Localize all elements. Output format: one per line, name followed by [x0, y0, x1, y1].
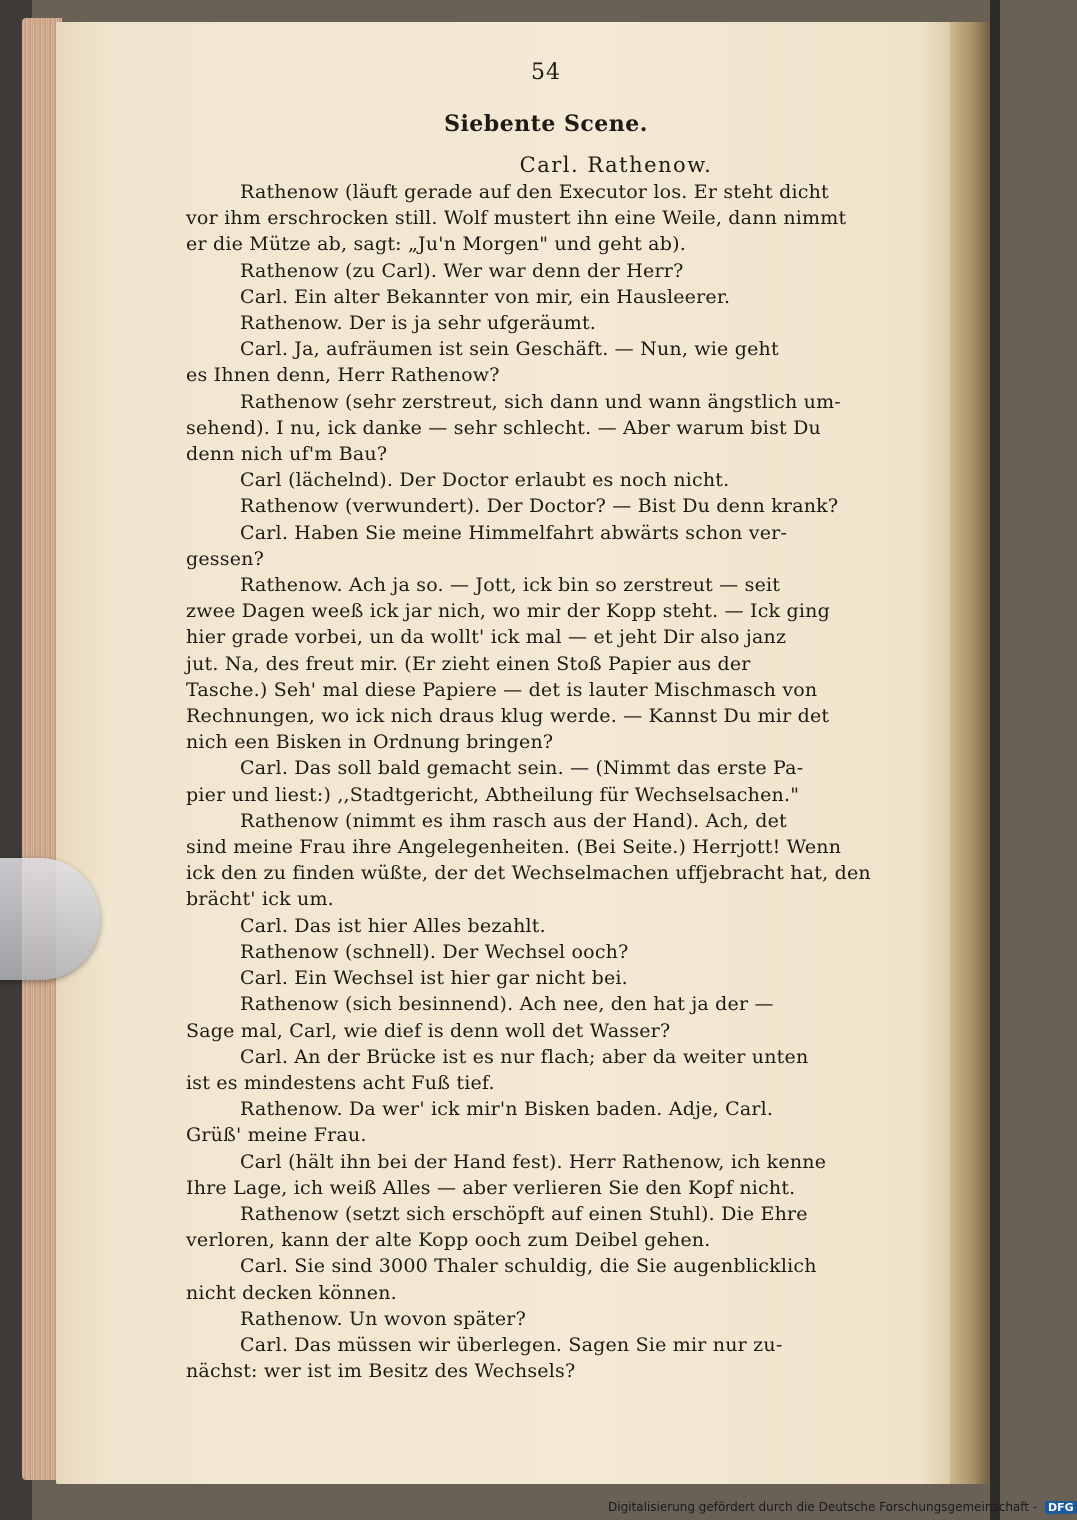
text-line: Rathenow (sehr zerstreut, sich dann und wann ängstlich um-	[240, 390, 841, 413]
credit-text: Digitalisierung gefördert durch die Deutsche Forschungsgemeinschaft -	[608, 1500, 1038, 1514]
text-line: nich een Bisken in Ordnung bringen?	[186, 731, 554, 754]
text-line: brächt' ick um.	[186, 888, 334, 911]
text-line: Carl. Das müssen wir überlegen. Sagen Sie mir nur zu-	[240, 1333, 783, 1356]
text-line: vor ihm erschrocken still. Wolf mustert ihn eine Weile, dann nimmt	[186, 207, 847, 230]
text-line: pier und liest:) ,,Stadtgericht, Abtheilung für Wechselsachen."	[186, 783, 800, 806]
text-line: nächst: wer ist im Besitz des Wechsels?	[186, 1360, 576, 1383]
text-line: ick den zu finden wüßte, der det Wechselmachen uffjebracht hat, den	[186, 862, 871, 885]
text-line: hier grade vorbei, un da wollt' ick mal — et jeht Dir also janz	[186, 626, 787, 649]
text-line: Ihre Lage, ich weiß Alles — aber verlieren Sie den Kopf nicht.	[186, 1176, 796, 1199]
text-line: Rathenow (nimmt es ihm rasch aus der Hand). Ach, det	[240, 809, 787, 832]
text-line: verloren, kann der alte Kopp ooch zum Deibel gehen.	[186, 1229, 711, 1252]
text-line: Rathenow. Un wovon später?	[240, 1307, 526, 1330]
text-line: Grüß' meine Frau.	[186, 1124, 367, 1147]
text-line: Carl (hält ihn bei der Hand fest). Herr Rathenow, ich kenne	[240, 1150, 827, 1173]
scan-border-right	[990, 0, 1000, 1520]
text-line: Sage mal, Carl, wie dief is denn woll det Wasser?	[186, 1019, 671, 1042]
text-line: Carl. Haben Sie meine Himmelfahrt abwärts schon ver-	[240, 521, 788, 544]
text-line: Carl. Ein Wechsel ist hier gar nicht bei.	[240, 967, 628, 990]
digitization-credit	[608, 1500, 1077, 1514]
text-line: Rathenow (setzt sich erschöpft auf einen Stuhl). Die Ehre	[240, 1202, 808, 1225]
text-line: Rechnungen, wo ick nich draus klug werde. — Kannst Du mir det	[186, 705, 830, 728]
text-line: Rathenow (schnell). Der Wechsel ooch?	[240, 940, 629, 963]
text-line: ist es mindestens acht Fuß tief.	[186, 1071, 495, 1094]
text-line: Rathenow (läuft gerade auf den Executor los. Er steht dicht	[240, 181, 829, 203]
text-line: denn nich uf'm Bau?	[186, 443, 388, 466]
book-gutter	[950, 22, 990, 1484]
scene-title: Siebente Scene.	[444, 111, 648, 137]
dfg-logo: DFG	[1045, 1501, 1077, 1514]
page-number: 54	[531, 60, 561, 85]
text-line: zwee Dagen weeß ick jar nich, wo mir der Kopp steht. — Ick ging	[186, 600, 830, 623]
text-line: Carl. An der Brücke ist es nur flach; aber da weiter unten	[240, 1045, 809, 1068]
text-line: sind meine Frau ihre Angelegenheiten. (Bei Seite.) Herrjott! Wenn	[186, 836, 842, 859]
text-line: Rathenow. Ach ja so. — Jott, ick bin so zerstreut — seit	[240, 574, 781, 597]
scene-cast: Carl. Rathenow.	[519, 153, 713, 177]
text-line: Rathenow. Der is ja sehr ufgeräumt.	[240, 312, 597, 335]
page-text	[186, 60, 876, 1384]
text-line: jut. Na, des freut mir. (Er zieht einen Stoß Papier aus der	[186, 652, 751, 675]
text-line: er die Mütze ab, sagt: „Ju'n Morgen" und geht ab).	[186, 233, 686, 256]
text-line: gessen?	[186, 547, 264, 570]
text-line: sehend). I nu, ick danke — sehr schlecht. — Aber warum bist Du	[186, 416, 821, 439]
text-line: Rathenow (zu Carl). Wer war denn der Herr?	[240, 259, 684, 282]
text-line: Rathenow. Da wer' ick mir'n Bisken baden. Adje, Carl.	[240, 1098, 774, 1121]
text-line: Carl. Ein alter Bekannter von mir, ein Hausleerer.	[240, 285, 731, 308]
text-line: Carl (lächelnd). Der Doctor erlaubt es noch nicht.	[240, 469, 730, 492]
text-line: Carl. Sie sind 3000 Thaler schuldig, die Sie augenblicklich	[240, 1255, 817, 1278]
text-line: nicht decken können.	[186, 1281, 397, 1304]
text-line: Rathenow (verwundert). Der Doctor? — Bist Du denn krank?	[240, 495, 839, 518]
text-line: Carl. Ja, aufräumen ist sein Geschäft. — Nun, wie geht	[240, 338, 779, 361]
text-line: es Ihnen denn, Herr Rathenow?	[186, 364, 500, 387]
dialogue-body	[186, 179, 876, 1384]
text-line: Tasche.) Seh' mal diese Papiere — det is lauter Mischmasch von	[186, 678, 818, 701]
text-line: Carl. Das soll bald gemacht sein. — (Nimmt das erste Pa-	[240, 757, 804, 780]
text-line: Rathenow (sich besinnend). Ach nee, den hat ja der —	[240, 993, 774, 1016]
text-line: Carl. Das ist hier Alles bezahlt.	[240, 914, 546, 937]
